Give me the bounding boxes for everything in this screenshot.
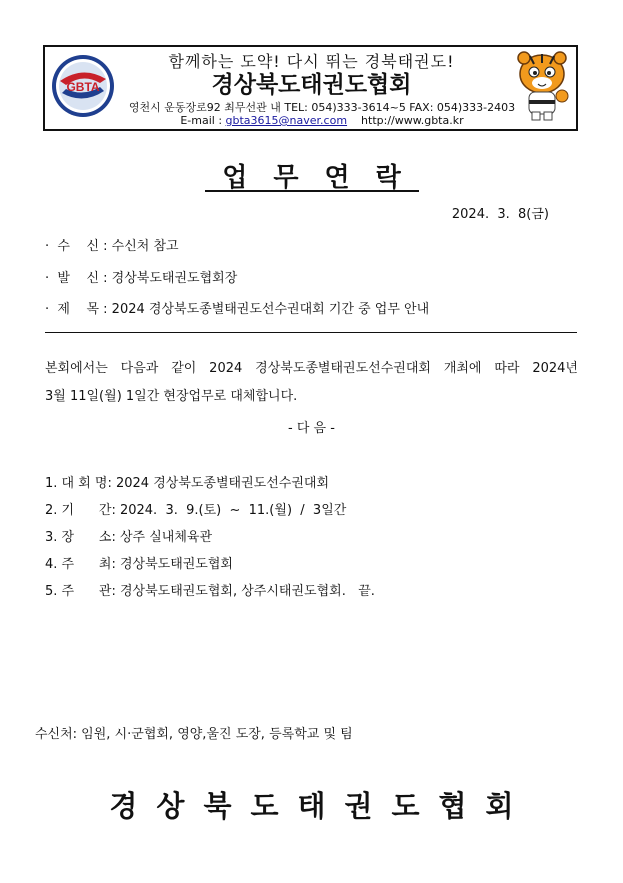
recipient-line: · 수 신 : 수신처 참고 — [45, 239, 179, 254]
letterhead-org-name: 경상북도태권도협회 — [211, 72, 412, 98]
body-paragraph-line-1: 본회에서는 다음과 같이 2024 경상북도종별태권도선수권대회 개최에 따라 2024년 — [45, 361, 578, 376]
recipients-list: 수신처: 임원, 시·군협회, 영양,울진 도장, 등록학교 및 팀 — [35, 727, 353, 742]
contact-line: 영천시 운동장로92 최무선관 내 TEL: 054)333-3614~5 FAX: 054)333-2403 — [128, 101, 516, 114]
sender-line: · 발 신 : 경상북도태권도협회장 — [45, 271, 238, 286]
email-link[interactable]: gbta3615@naver.com — [225, 114, 348, 127]
title-underline — [205, 190, 419, 192]
list-item: 4. 주 최: 경상북도태권도협회 — [45, 557, 233, 572]
separator-line — [45, 332, 577, 333]
document-date: 2024. 3. 8(금) — [451, 207, 549, 222]
list-item: 2. 기 간: 2024. 3. 9.(토) ~ 11.(월) / 3일간 — [45, 503, 347, 518]
list-item: 5. 주 관: 경상북도태권도협회, 상주시태권도협회. 끝. — [45, 584, 375, 599]
email-label: E-mail : — [180, 114, 226, 127]
svg-text:GBTA: GBTA — [66, 80, 100, 94]
list-item: 3. 장 소: 상주 실내체육관 — [45, 530, 212, 545]
body-paragraph-line-2: 3월 11일(월) 1일간 현장업무로 대체합니다. — [45, 389, 298, 404]
website-link[interactable]: http://www.gbta.kr — [361, 114, 464, 127]
document-title: 업무연락 — [222, 163, 427, 193]
list-item: 1. 대 회 명: 2024 경상북도종별태권도선수권대회 — [45, 476, 330, 491]
email-line — [112, 114, 532, 127]
da-eum-heading: - 다 음 - — [288, 421, 335, 436]
slogan: 함께하는 도약! 다시 뛰는 경북태권도! — [168, 52, 455, 71]
subject-line: · 제 목 : 2024 경상북도종별태권도선수권대회 기간 중 업무 안내 — [45, 302, 430, 317]
footer-org-name: 경상북도태권도협회 — [109, 789, 533, 823]
